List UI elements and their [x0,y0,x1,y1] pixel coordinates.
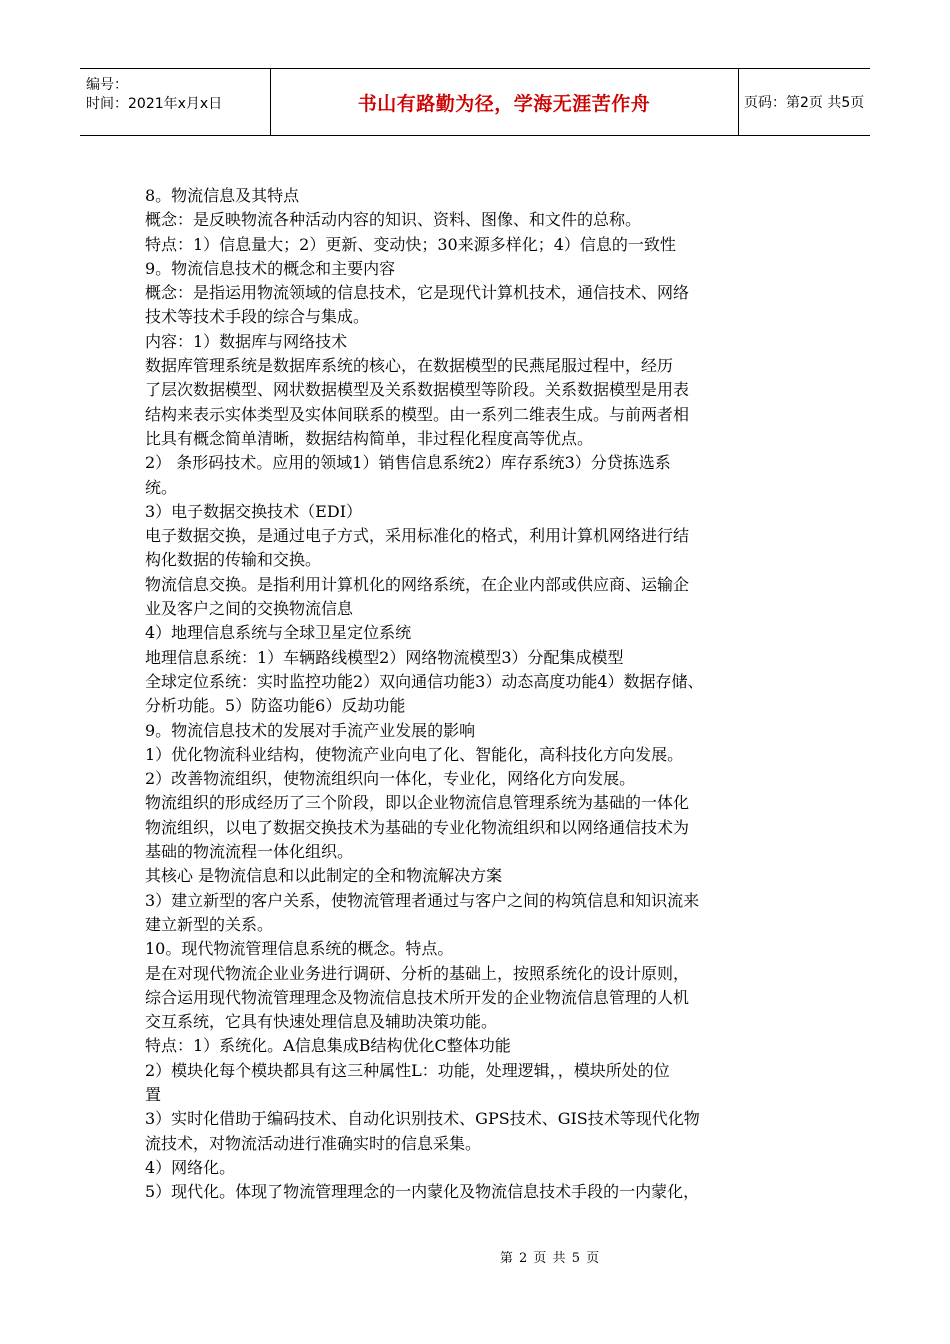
header-meta-cell [80,69,271,135]
header-motto-cell [270,69,739,135]
body-line: 是在对现代物流企业业务进行调研、分析的基础上，按照系统化的设计原则， [145,963,690,983]
footer-page-number: 第 2 页 共 5 页 [499,1251,601,1266]
body-line: 9。物流信息技术的概念和主要内容 [145,258,396,278]
serial-label: 编号： [86,77,128,93]
body-line: 置 [145,1084,162,1104]
document-body [145,184,825,1204]
body-line: 8。物流信息及其特点 [145,186,300,205]
body-line: 10。现代物流管理信息系统的概念。特点。 [145,939,454,959]
body-line: 流技术，对物流活动进行准确实时的信息采集。 [145,1133,482,1153]
body-line: 特点：1）系统化。A信息集成B结构优化C整体功能 [145,1036,511,1056]
body-line: 概念：是指运用物流领域的信息技术，它是现代计算机技术，通信技术、网络 [145,283,690,303]
body-line: 特点：1）信息量大；2）更新、变动快；30来源多样化；4）信息的一致性 [145,234,676,254]
body-line: 全球定位系统：实时监控功能2）双向通信功能3）动态高度功能4）数据存储、 [145,671,704,691]
body-line: 内容：1）数据库与网络技术 [145,331,348,351]
body-line: 地理信息系统：1）车辆路线模型2）网络物流模型3）分配集成模型 [145,647,624,667]
header-page-info: 页码：第2页 共5页 [744,95,865,111]
body-line: 4）网络化。 [145,1157,236,1177]
body-line: 1）优化物流科业结构，使物流产业向电了化、智能化，高科技化方向发展。 [145,744,684,764]
body-line: 物流组织的形成经历了三个阶段，即以企业物流信息管理系统为基础的一体化 [145,793,690,813]
body-line: 2） 条形码技术。应用的领域1）销售信息系统2）库存系统3）分贷拣选系 [145,453,671,473]
body-line: 概念：是反映物流各种活动内容的知识、资料、图像、和文件的总称。 [145,210,642,230]
body-line: 结构来表示实体类型及实体间联系的模型。由一系列二维表生成。与前两者相 [145,404,690,424]
body-line: 5）现代化。体现了物流管理理念的一内蒙化及物流信息技术手段的一内蒙化， [145,1182,700,1202]
body-line: 技术等技术手段的综合与集成。 [145,307,370,327]
body-line: 其核心 是物流信息和以此制定的全和物流解决方案 [145,866,503,886]
header-page-cell [738,69,870,135]
body-line: 2）改善物流组织，使物流组织向一体化，专业化，网络化方向发展。 [145,769,636,789]
body-line: 4）地理信息系统与全球卫星定位系统 [145,623,412,643]
body-line: 构化数据的传输和交换。 [145,550,322,570]
body-line: 交互系统，它具有快速处理信息及辅助决策功能。 [145,1012,498,1032]
body-line: 物流组织，以电了数据交换技术为基础的专业化物流组织和以网络通信技术为 [145,817,690,837]
body-line: 电子数据交换，是通过电子方式，采用标准化的格式，利用计算机网络进行结 [145,526,690,546]
body-line: 9。物流信息技术的发展对手流产业发展的影响 [145,720,476,740]
motto-text: 书山有路勤为径，学海无涯苦作舟 [357,92,651,115]
body-line: 数据库管理系统是数据库系统的核心，在数据模型的民燕尾服过程中，经历 [145,356,674,376]
body-line: 基础的物流流程一体化组织。 [145,842,354,862]
body-line: 3）实时化借助于编码技术、自动化识别技术、GPS技术、GIS技术等现代化物 [145,1109,700,1129]
body-line: 比具有概念简单清晰，数据结构简单，非过程化程度高等优点。 [145,428,594,448]
body-line: 3）电子数据交换技术（EDI） [145,501,363,521]
body-line: 建立新型的关系。 [145,914,274,934]
body-line: 分析功能。5）防盗功能6）反劫功能 [145,696,406,716]
page-footer [0,1247,950,1266]
body-line: 了层次数据模型、网状数据模型及关系数据模型等阶段。关系数据模型是用表 [145,380,690,400]
body-line: 业及客户之间的交换物流信息 [145,599,354,619]
body-line: 综合运用现代物流管理理念及物流信息技术所开发的企业物流信息管理的人机 [145,987,690,1007]
body-line: 统。 [145,477,178,497]
body-line: 2）模块化每个模块都具有这三种属性L：功能，处理逻辑，，模块所处的位 [145,1060,670,1080]
body-line: 物流信息交换。是指利用计算机化的网络系统，在企业内部或供应商、运输企 [145,574,690,594]
body-line: 3）建立新型的客户关系，使物流管理者通过与客户之间的构筑信息和知识流来 [145,890,700,910]
page-header [80,68,870,136]
date-line: 时间：2021年x月x日 [86,96,223,112]
